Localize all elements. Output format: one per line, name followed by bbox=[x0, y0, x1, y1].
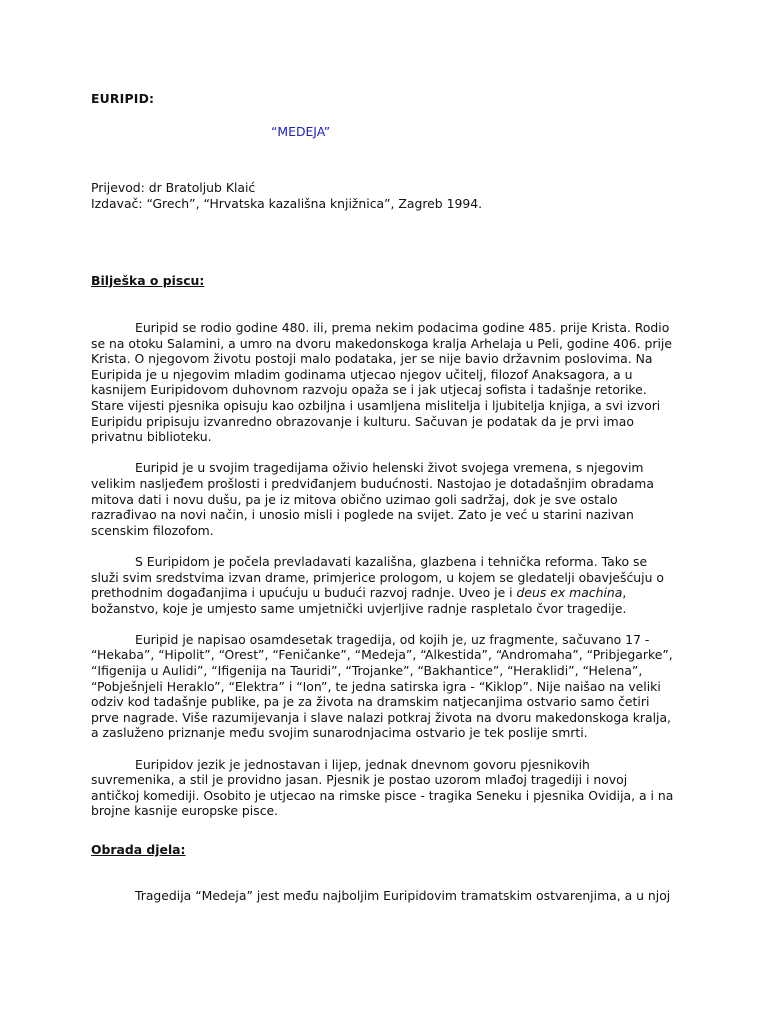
reform-text-italic: deus ex machina bbox=[516, 585, 623, 601]
play-title: “MEDEJA” bbox=[271, 124, 331, 139]
section-heading-analysis: Obrada djela: bbox=[91, 842, 186, 857]
author-heading: EURIPID: bbox=[91, 91, 155, 106]
paragraph-style: Euripidov jezik je jednostavan i lijep, jednak dnevnom govoru pjesnikovih suvremenika, a stil je providno jasan. Pjesnik je postao uzorom mlađoj tragediji i novoj antičkoj komediji. Osobito je utjecao na rimske pisce - tragika Seneku i pjesnika Ovidija, a i na brojne kasnije europske pisce. bbox=[91, 756, 674, 819]
paragraph-analysis-intro: Tragedija “Medeja” jest među najboljim Euripidovim tramatskim ostvarenjima, a u njoj bbox=[135, 888, 671, 903]
paragraph-reform bbox=[91, 554, 677, 616]
publication-info bbox=[91, 180, 691, 211]
paragraph-works: Euripid je napisao osamdesetak tragedija, od kojih je, uz fragmente, sačuvano 17 - “Hekaba”, “Hipolit”, “Orest”, “Feničanke”, “Medeja”, “Alkestida”, “Andromaha”, “Pribjegarke”, “Ifigenija u Aulidi”, “Ifigenija na Tauridi”, “Trojanke”, “Bakhantice”, “Heraklidi”, “Helena”, “Pobješnjeli Heraklo”, “Elektra” i “Ion”, te jedna satirska igra - “Kiklop”. Nije naišao na veliki odziv kod tadašnje publike, pa je za života na dramskim natjecanjima ostvario samo četiri prve nagrade. Više razumijevanja i slave nalazi potkraj života na dvoru makedonskoga kralja, a zasluženo priznanje među svojim sunarodnjacima ostvario je tek poslije smrti. bbox=[91, 631, 673, 741]
reform-text-after: , božanstvo, koje je umjesto same umjetnički uvjerljive radnje raspletalo čvor tragedije. bbox=[91, 585, 627, 616]
publisher-line: Izdavač: “Grech”, “Hrvatska kazališna knjižnica”, Zagreb 1994. bbox=[91, 195, 483, 211]
paragraph-biography: Euripid se rodio godine 480. ili, prema nekim podacima godine 485. prije Krista. Rodio se na otoku Salamini, a umro na dvoru makedonskoga kralja Arhelaja u Peli, godine 406. prije Krista. O njegovom životu postoji malo podataka, jer se nije bavio državnim poslovima. Na Euripida je u njegovim mladim godinama utjecao njegov učitelj, filozof Anaksagora, a u kasnijem Euripidovom duhovnom razvoju opaža se i jak utjecaj sofista i tadašnje retorike. Stare vijesti pjesnika opisuju kao ozbiljna i usamljena mislitelja i ljubitelja knjiga, a svi izvori Euripidu pripisuju izvanredno obrazovanje i kulturu. Sačuvan je podatak da je prvi imao privatnu biblioteku. bbox=[91, 320, 673, 445]
reform-text-before: S Euripidom je počela prevladavati kazališna, glazbena i tehnička reforma. Tako se služi svim sredstvima izvan drame, primjerice prologom, u kojem se gledatelji obavješćuju o prethodnim događanjima i upućuju u budući razvoj radnje. Uveo je i bbox=[91, 553, 664, 601]
translation-line: Prijevod: dr Bratoljub Klaić bbox=[91, 180, 256, 195]
analysis-body bbox=[91, 888, 677, 919]
about-author-body bbox=[91, 320, 677, 835]
paragraph-tragedies: Euripid je u svojim tragedijama oživio helenski život svojega vremena, s njegovim velikim nasljeđem prošlosti i predviđanjem budućnosti. Nastojao je dotadašnjim obradama mitova dati i novu dušu, pa je iz mitova obično uzimao goli sadržaj, dok je sve ostalo razrađivao na novi način, i unosio misli i poglede na svijet. Zato je već u starini nazivan scenskim filozofom. bbox=[91, 460, 654, 538]
section-heading-about-author: Bilješka o piscu: bbox=[91, 273, 205, 288]
